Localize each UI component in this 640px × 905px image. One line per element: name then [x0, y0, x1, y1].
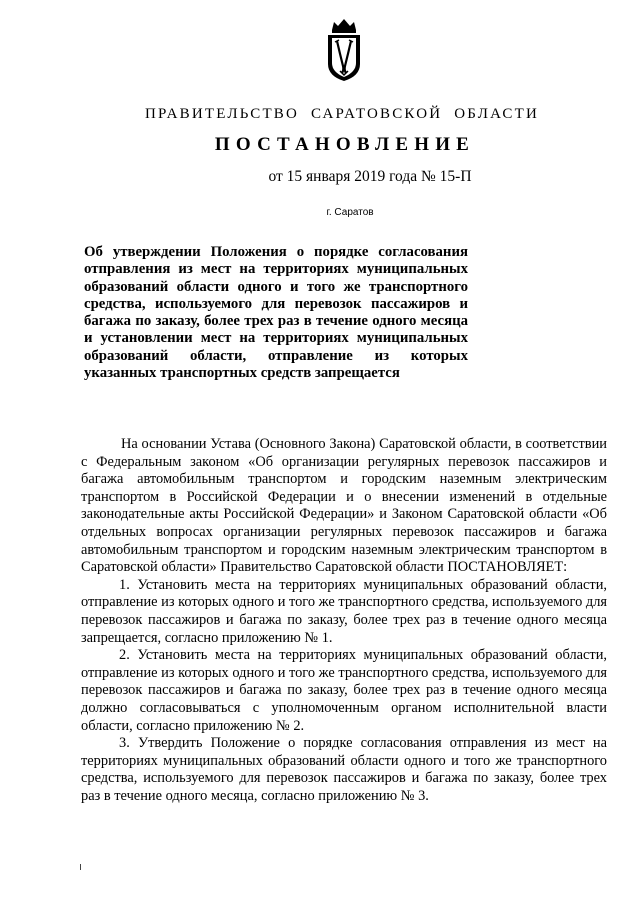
decree-body	[81, 436, 607, 805]
margin-mark	[80, 864, 81, 870]
saratov-coat-of-arms-icon	[323, 16, 365, 82]
government-name: ПРАВИТЕЛЬСТВО САРАТОВСКОЙ ОБЛАСТИ	[144, 106, 540, 122]
item-2-paragraph: 2. Установить места на территориях муниципальных образований области, отправление из которых одного и того же транспортного средства, используемого для перевозок пассажиров и багажа по заказу, более трех раз в течение одного месяца должно согласовываться с уполномоченным органом исполнительной власти области, согласно приложению № 2.	[81, 647, 607, 734]
document-type: ПОСТАНОВЛЕНИЕ	[214, 134, 476, 155]
decree-city: г. Саратов	[326, 207, 374, 218]
decree-date-number: от 15 января 2019 года № 15-П	[268, 168, 472, 185]
decree-title: Об утверждении Положения о порядке согласования отправления из мест на территориях муниципальных образований области одного и того же транспортного средства, используемого для перевозок пассажиров и багажа по заказу, более трех раз в течение одного месяца и установлении мест на территориях муниципальных образований области, отправление из которых указанных транспортных средств запрещается	[84, 244, 468, 382]
preamble-paragraph: На основании Устава (Основного Закона) Саратовской области, в соответствии с Федеральным законом «Об организации регулярных перевозок пассажиров и багажа автомобильным транспортом и городским наземным электрическим транспортом в Российской Федерации и о внесении изменений в отдельные законодательные акты Российской Федерации» и Законом Саратовской области «Об отдельных вопросах организации регулярных перевозок пассажиров и багажа автомобильным транспортом и городским наземным электрическим транспортом в Саратовской области» Правительство Саратовской области ПОСТАНОВЛЯЕТ:	[81, 436, 607, 576]
item-3-paragraph: 3. Утвердить Положение о порядке согласования отправления из мест на территориях муниципальных образований области одного и того же транспортного средства, используемого для перевозок пассажиров и багажа по заказу, более трех раз в течение одного месяца, согласно приложению № 3.	[81, 735, 607, 804]
item-1-paragraph: 1. Установить места на территориях муниципальных образований области, отправление из которых одного и того же транспортного средства, используемого для перевозок пассажиров и багажа по заказу, более трех раз в течение одного месяца запрещается, согласно приложению № 1.	[81, 576, 607, 646]
